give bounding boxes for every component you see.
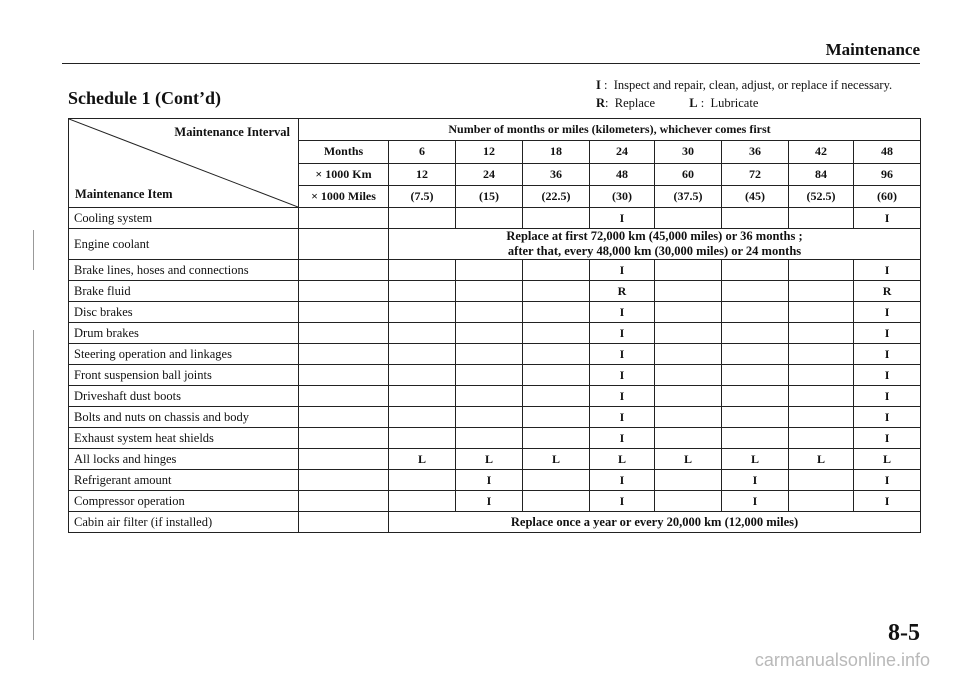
service-mark [456,281,523,302]
service-mark: L [722,449,789,470]
km-value: 24 [456,163,523,185]
months-value: 18 [523,141,590,163]
service-mark [389,386,456,407]
legend-text: Inspect and repair, clean, adjust, or replace if necessary. [613,78,893,92]
service-mark: I [590,428,655,449]
service-mark: I [590,323,655,344]
miles-value: (60) [854,185,921,207]
service-mark [523,365,590,386]
blank-cell [299,470,389,491]
service-mark: R [590,281,655,302]
legend-text: Lubricate [710,96,759,110]
service-mark: I [590,260,655,281]
service-mark [389,323,456,344]
schedule-title: Schedule 1 (Cont’d) [68,88,222,108]
service-mark [655,281,722,302]
service-mark [655,407,722,428]
months-value: 12 [456,141,523,163]
service-mark [722,386,789,407]
service-mark: L [456,449,523,470]
maintenance-item: Drum brakes [69,323,299,344]
service-mark: I [854,323,921,344]
service-mark: I [854,302,921,323]
section-title: Maintenance [825,40,920,59]
months-value: 42 [789,141,854,163]
legend-key: L [689,96,698,110]
service-mark: I [854,260,921,281]
service-mark [655,260,722,281]
service-note-line: after that, every 48,000 km (30,000 miles) or 24 months [507,244,802,258]
service-mark: I [854,407,921,428]
table-row [69,491,921,512]
legend-text: Replace [614,96,656,110]
service-mark [655,302,722,323]
service-mark [722,302,789,323]
service-mark: I [590,344,655,365]
km-value: 12 [389,163,456,185]
service-mark [523,208,590,229]
service-mark [789,365,854,386]
blank-cell [299,407,389,428]
table-row [69,323,921,344]
blank-cell [299,365,389,386]
blank-cell [299,281,389,302]
service-mark [655,428,722,449]
service-mark: I [854,386,921,407]
service-mark [722,260,789,281]
service-mark [789,386,854,407]
blank-cell [299,491,389,512]
service-mark: I [854,208,921,229]
maintenance-item: All locks and hinges [69,449,299,470]
months-value: 6 [389,141,456,163]
legend [596,76,892,112]
km-value: 84 [789,163,854,185]
service-mark [456,428,523,449]
service-mark [722,407,789,428]
service-mark [389,365,456,386]
miles-value: (22.5) [523,185,590,207]
service-mark [789,407,854,428]
service-mark [523,491,590,512]
service-mark [789,302,854,323]
table-row [69,512,921,533]
miles-value: (30) [590,185,655,207]
service-mark: I [456,470,523,491]
maintenance-item: Compressor operation [69,491,299,512]
maintenance-item: Refrigerant amount [69,470,299,491]
service-mark [523,281,590,302]
blank-cell [299,386,389,407]
service-mark: L [590,449,655,470]
blank-cell [299,260,389,281]
service-mark [523,344,590,365]
blank-cell [299,449,389,470]
blank-cell [299,512,389,533]
service-mark [389,428,456,449]
service-mark [655,491,722,512]
maintenance-item: Steering operation and linkages [69,344,299,365]
service-mark [456,365,523,386]
service-mark [389,470,456,491]
service-mark [523,302,590,323]
table-row [69,365,921,386]
miles-value: (37.5) [655,185,722,207]
months-value: 24 [590,141,655,163]
service-mark [789,470,854,491]
service-mark [655,208,722,229]
blank-cell [299,229,389,260]
km-value: 60 [655,163,722,185]
km-value: 72 [722,163,789,185]
service-mark [523,323,590,344]
service-mark [389,208,456,229]
service-mark [523,428,590,449]
km-label: × 1000 Km [299,163,389,185]
service-mark [789,344,854,365]
service-mark: I [590,386,655,407]
service-mark [789,323,854,344]
table-row [69,302,921,323]
service-mark: I [590,365,655,386]
maintenance-item: Engine coolant [69,229,299,260]
service-mark [722,365,789,386]
service-mark [722,208,789,229]
table-row [69,407,921,428]
months-value: 30 [655,141,722,163]
watermark: carmanualsonline.info [754,650,930,670]
service-mark [456,386,523,407]
service-mark [389,344,456,365]
service-mark [722,323,789,344]
maintenance-item: Cabin air filter (if installed) [69,512,299,533]
service-mark [456,260,523,281]
maintenance-item: Disc brakes [69,302,299,323]
service-mark: I [722,491,789,512]
maintenance-item: Bolts and nuts on chassis and body [69,407,299,428]
maintenance-item-label: Maintenance Item [75,187,173,201]
margin-line [33,330,34,640]
service-mark [655,323,722,344]
service-mark [389,491,456,512]
interval-header-note: Number of months or miles (kilometers), whichever comes first [299,119,921,141]
service-mark: L [523,449,590,470]
legend-inspect: I : Inspect and repair, clean, adjust, or replace if necessary. [596,78,893,92]
service-mark [523,470,590,491]
service-mark: I [456,491,523,512]
service-mark: L [854,449,921,470]
service-mark [523,260,590,281]
service-mark: I [854,470,921,491]
service-note [389,512,921,533]
service-mark: I [722,470,789,491]
legend-key: I [596,78,601,92]
miles-label: × 1000 Miles [299,185,389,207]
service-mark [789,260,854,281]
service-mark [789,428,854,449]
service-mark [789,208,854,229]
table-row [69,470,921,491]
table-row [69,208,921,229]
service-mark [389,281,456,302]
maintenance-item: Brake lines, hoses and connections [69,260,299,281]
service-mark: I [590,491,655,512]
maintenance-item: Exhaust system heat shields [69,428,299,449]
service-mark [655,386,722,407]
maintenance-item: Driveshaft dust boots [69,386,299,407]
table-row [69,386,921,407]
maintenance-item: Brake fluid [69,281,299,302]
service-mark [456,302,523,323]
table-row [69,344,921,365]
page-number: 8-5 [888,620,920,646]
service-mark: I [854,491,921,512]
months-value: 36 [722,141,789,163]
service-mark: I [854,344,921,365]
table-row [69,229,921,260]
service-mark: I [854,365,921,386]
service-note-line: Replace at first 72,000 km (45,000 miles) or 36 months ; [506,229,803,243]
months-label: Months [299,141,389,163]
service-note [389,229,921,260]
km-value: 36 [523,163,590,185]
header-rule [62,63,920,64]
service-mark [389,407,456,428]
maintenance-schedule-table [68,118,921,533]
service-mark [389,260,456,281]
service-mark: I [590,407,655,428]
miles-value: (45) [722,185,789,207]
margin-line [33,230,34,270]
service-mark [523,407,590,428]
service-mark [456,344,523,365]
miles-value: (15) [456,185,523,207]
blank-cell [299,208,389,229]
service-mark [655,470,722,491]
service-mark: I [854,428,921,449]
maintenance-interval-label: Maintenance Interval [174,125,290,139]
service-mark: I [590,470,655,491]
service-mark [722,428,789,449]
service-mark [456,208,523,229]
service-mark: I [590,302,655,323]
table-corner-cell [69,119,299,208]
service-mark [722,344,789,365]
service-mark [655,365,722,386]
service-mark [655,344,722,365]
service-mark [456,323,523,344]
maintenance-item: Cooling system [69,208,299,229]
legend-replace-lubricate: R: Replace L : Lubricate [596,96,759,110]
blank-cell [299,302,389,323]
service-mark: L [389,449,456,470]
table-row [69,260,921,281]
service-mark: R [854,281,921,302]
miles-value: (7.5) [389,185,456,207]
months-value: 48 [854,141,921,163]
service-mark: L [789,449,854,470]
legend-key: R [596,96,606,110]
service-mark: L [655,449,722,470]
blank-cell [299,323,389,344]
service-mark [722,281,789,302]
miles-value: (52.5) [789,185,854,207]
blank-cell [299,428,389,449]
blank-cell [299,344,389,365]
table-row [69,449,921,470]
service-mark: I [590,208,655,229]
table-row [69,428,921,449]
service-mark [389,302,456,323]
km-value: 48 [590,163,655,185]
maintenance-item: Front suspension ball joints [69,365,299,386]
service-mark [456,407,523,428]
service-mark [789,281,854,302]
service-note-line: Replace once a year or every 20,000 km (12,000 miles) [510,514,799,529]
service-mark [523,386,590,407]
km-value: 96 [854,163,921,185]
service-mark [789,491,854,512]
table-row [69,281,921,302]
